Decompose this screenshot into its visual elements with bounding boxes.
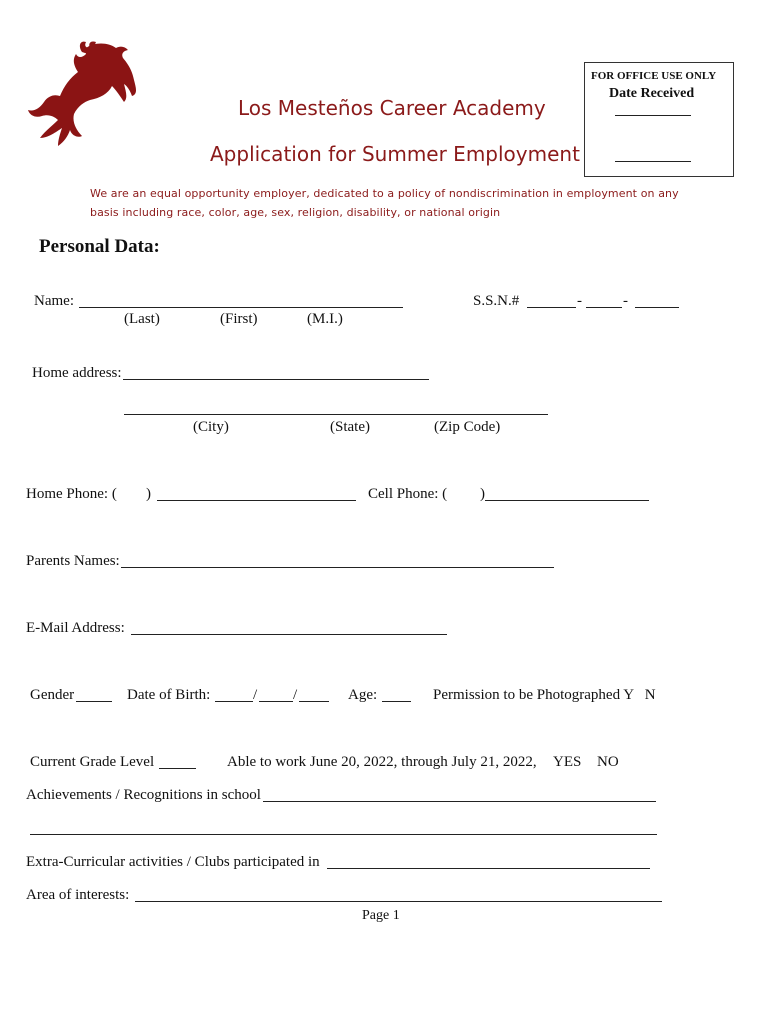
page-number: Page 1 xyxy=(362,908,400,923)
city-caption: (City) xyxy=(193,419,229,435)
cell-phone-label: Cell Phone: ( xyxy=(368,486,448,502)
dob-month-field[interactable] xyxy=(215,701,253,702)
home-phone-label: Home Phone: ( xyxy=(26,486,117,502)
parents-names-label: Parents Names: xyxy=(26,553,120,569)
cell-phone-field[interactable] xyxy=(485,500,649,501)
grade-level-field[interactable] xyxy=(159,768,196,769)
home-phone-field[interactable] xyxy=(157,500,356,501)
office-extra-field[interactable] xyxy=(615,161,691,162)
horse-logo xyxy=(24,40,142,152)
last-name-caption: (Last) xyxy=(124,311,160,327)
form-title: Application for Summer Employment xyxy=(210,142,580,166)
office-use-box xyxy=(584,62,734,177)
achievements-label: Achievements / Recognitions in school xyxy=(26,787,261,803)
extracurricular-label: Extra-Curricular activities / Clubs participated in xyxy=(26,854,320,870)
interests-field[interactable] xyxy=(135,901,662,902)
extracurricular-field[interactable] xyxy=(327,868,650,869)
email-field[interactable] xyxy=(131,634,447,635)
dob-year-field[interactable] xyxy=(299,701,329,702)
home-address-field[interactable] xyxy=(123,379,429,380)
office-use-heading: FOR OFFICE USE ONLY xyxy=(591,70,717,82)
ssn-dash-2: - xyxy=(623,293,628,309)
name-label: Name: xyxy=(34,293,74,309)
dob-slash-1: / xyxy=(253,687,258,703)
dob-day-field[interactable] xyxy=(259,701,293,702)
age-label: Age: xyxy=(348,687,378,703)
interests-label: Area of interests: xyxy=(26,887,130,903)
grade-level-label: Current Grade Level xyxy=(30,754,155,770)
photo-permission-label: Permission to be Photographed Y N xyxy=(433,687,656,703)
school-name: Los Mesteños Career Academy xyxy=(238,96,546,120)
ssn-dash-1: - xyxy=(577,293,582,309)
work-availability-label: Able to work June 20, 2022, through July 21, 2022, xyxy=(227,754,537,770)
gender-field[interactable] xyxy=(76,701,112,702)
home-phone-close: ) xyxy=(146,486,151,502)
middle-initial-caption: (M.I.) xyxy=(307,311,343,327)
ssn-field-part2[interactable] xyxy=(586,307,622,308)
achievements-field[interactable] xyxy=(263,801,656,802)
first-name-caption: (First) xyxy=(220,311,258,327)
home-address-label: Home address: xyxy=(32,365,122,381)
ssn-field-part1[interactable] xyxy=(527,307,576,308)
work-no-option[interactable]: NO xyxy=(597,754,619,770)
ssn-label: S.S.N.# xyxy=(473,293,520,309)
dob-label: Date of Birth: xyxy=(127,687,211,703)
date-received-field[interactable] xyxy=(615,115,691,116)
gender-label: Gender xyxy=(30,687,75,703)
dob-slash-2: / xyxy=(293,687,298,703)
name-field[interactable] xyxy=(79,307,403,308)
cell-phone-close: ) xyxy=(480,486,485,502)
zip-caption: (Zip Code) xyxy=(434,419,501,435)
state-caption: (State) xyxy=(330,419,370,435)
city-state-zip-field[interactable] xyxy=(124,414,548,415)
email-label: E-Mail Address: xyxy=(26,620,125,636)
personal-data-heading: Personal Data: xyxy=(39,236,160,257)
eeo-notice-line1: We are an equal opportunity employer, dedicated to a policy of nondiscrimination in employment on any xyxy=(90,187,679,200)
ssn-field-part3[interactable] xyxy=(635,307,679,308)
parents-names-field[interactable] xyxy=(121,567,554,568)
eeo-notice-line2: basis including race, color, age, sex, religion, disability, or national origin xyxy=(90,206,501,219)
age-field[interactable] xyxy=(382,701,411,702)
achievements-field-line2[interactable] xyxy=(30,834,657,835)
date-received-label: Date Received xyxy=(609,86,695,101)
work-yes-option[interactable]: YES xyxy=(553,754,582,770)
horse-silhouette xyxy=(28,44,136,147)
